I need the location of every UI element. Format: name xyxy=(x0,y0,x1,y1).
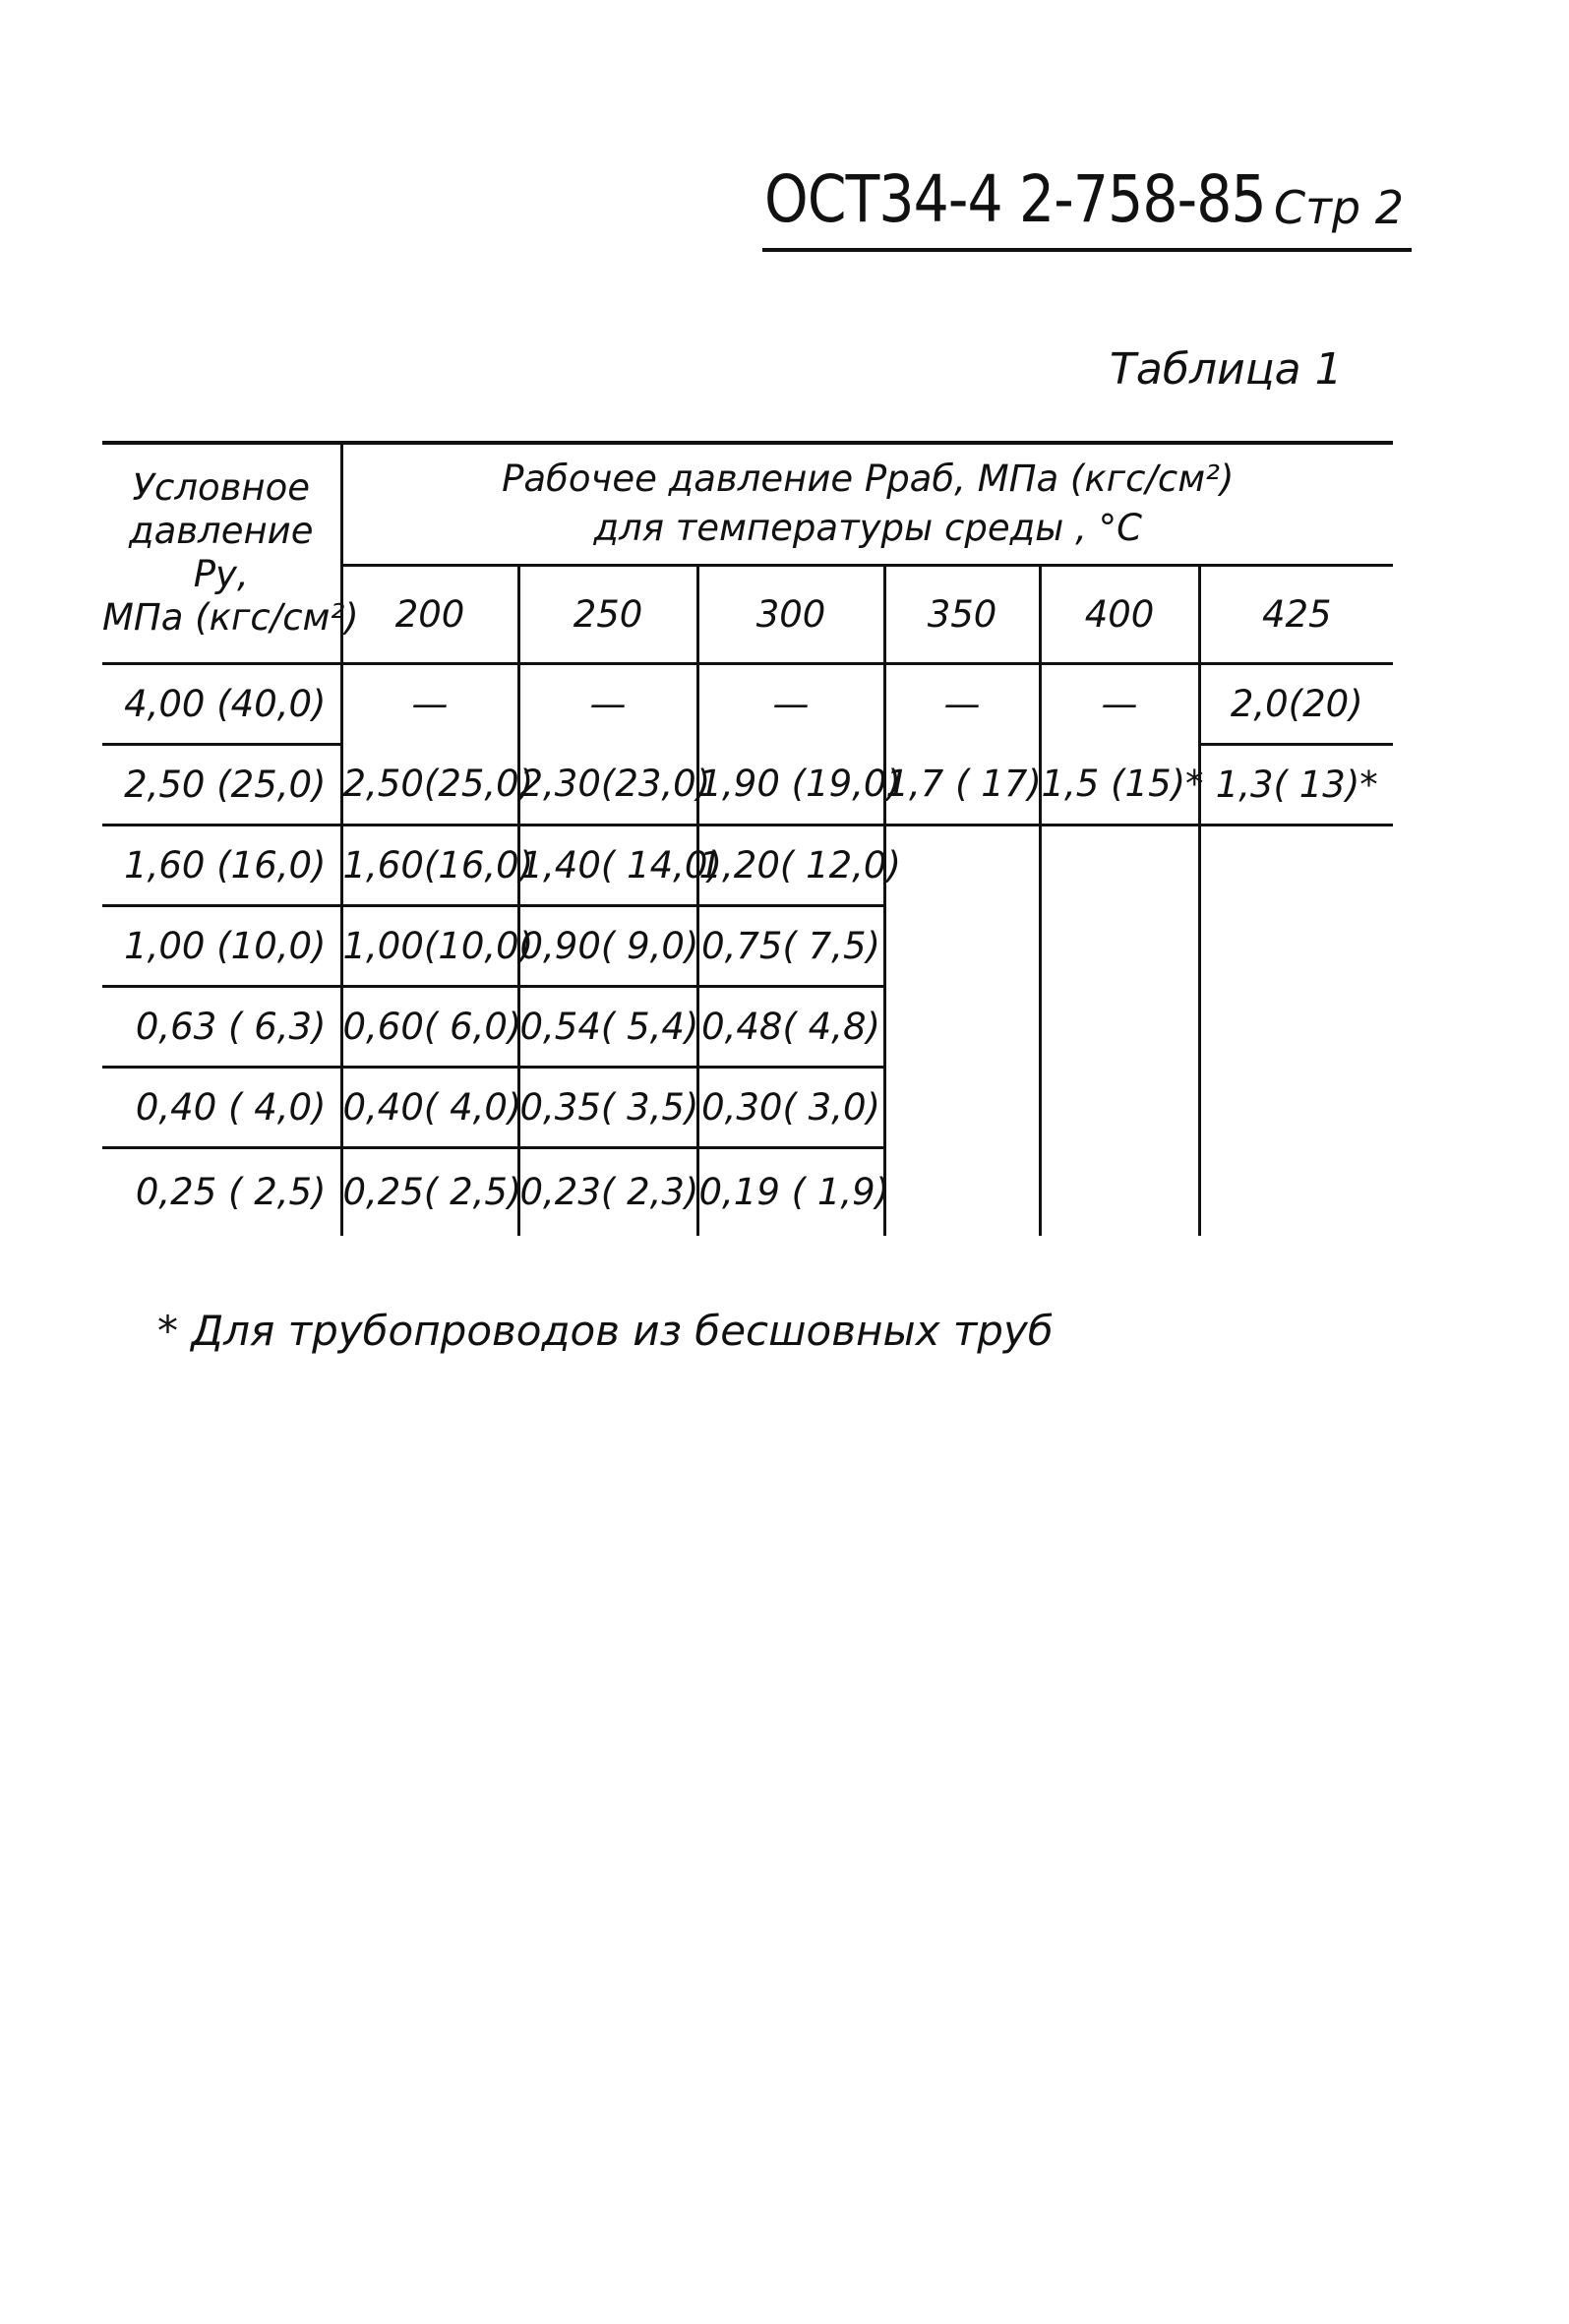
table-cell: 0,23( 2,3) xyxy=(518,1147,697,1236)
row-label: 0,40 ( 4,0) xyxy=(102,1067,341,1147)
table-title: Таблица 1 xyxy=(1110,344,1343,395)
temperature-header: 425 xyxy=(1199,565,1393,663)
table-row xyxy=(102,744,1393,825)
table-cell: 1,7 ( 17) xyxy=(884,744,1040,825)
row-label: 2,50 (25,0) xyxy=(102,744,341,825)
table-row xyxy=(102,825,1393,905)
pressure-table xyxy=(102,441,1393,1236)
table-cell xyxy=(884,905,1040,986)
conditional-pressure-header xyxy=(102,443,359,663)
temperature-header: 250 xyxy=(518,565,697,663)
header-text: Условное xyxy=(132,466,311,510)
table-cell: 0,54( 5,4) xyxy=(518,986,697,1067)
temperature-header: 350 xyxy=(884,565,1040,663)
table-row xyxy=(102,663,1393,744)
table-cell xyxy=(1199,1067,1393,1147)
row-label: 0,25 ( 2,5) xyxy=(135,1171,327,1214)
table-cell xyxy=(884,986,1040,1067)
table-cell: 0,19 ( 1,9) xyxy=(697,1147,884,1236)
table-cell xyxy=(1040,905,1199,986)
table-cell: 0,60( 6,0) xyxy=(341,986,518,1067)
table-cell: — xyxy=(884,663,1040,744)
table-cell xyxy=(1199,905,1393,986)
table-cell: 0,75( 7,5) xyxy=(697,905,884,986)
table-cell xyxy=(1040,1147,1199,1236)
document-code: ОСТ34-4 2-758-85 xyxy=(764,161,1266,237)
table-cell: 0,40( 4,0) xyxy=(341,1067,518,1147)
document-header xyxy=(762,157,1412,252)
table-cell: 2,30(23,0) xyxy=(518,744,697,825)
table-cell: 0,90( 9,0) xyxy=(518,905,697,986)
table-cell xyxy=(1199,986,1393,1067)
header-text: Рабочее давление Рраб, МПа (кгс/см²) xyxy=(502,458,1235,501)
row-label: 4,00 (40,0) xyxy=(102,663,341,744)
table-cell: 1,60(16,0) xyxy=(341,825,518,905)
table-cell: 1,00(10,0) xyxy=(341,905,518,986)
footnote: * Для трубопроводов из бесшовных труб xyxy=(157,1307,1054,1355)
header-text: давление xyxy=(129,510,314,553)
table-cell: 2,0(20) xyxy=(1199,663,1393,744)
table-cell xyxy=(1040,1067,1199,1147)
table-cell: 0,30( 3,0) xyxy=(697,1067,884,1147)
table-row xyxy=(102,1067,1393,1147)
working-pressure-header xyxy=(341,443,1393,565)
row-label: 1,60 (16,0) xyxy=(102,825,341,905)
header-text: МПа (кгс/см²) xyxy=(102,596,359,640)
temperature-header: 200 xyxy=(341,565,518,663)
table-cell: 2,50(25,0) xyxy=(341,744,518,825)
table-row xyxy=(102,1147,1393,1236)
table-cell xyxy=(884,1067,1040,1147)
table-cell: 1,3( 13)* xyxy=(1199,744,1393,825)
header-text: Ру, xyxy=(193,553,249,596)
table-cell: — xyxy=(341,663,518,744)
page-number: Стр 2 xyxy=(1274,181,1405,234)
row-label: 1,00 (10,0) xyxy=(102,905,341,986)
table-row xyxy=(102,905,1393,986)
table-cell: 1,20( 12,0) xyxy=(697,825,884,905)
table-cell: — xyxy=(697,663,884,744)
table-cell: 1,40( 14,0) xyxy=(518,825,697,905)
temperature-header: 300 xyxy=(697,565,884,663)
table-cell: 0,25( 2,5) xyxy=(341,1147,518,1236)
table-cell xyxy=(1199,1147,1393,1236)
table-cell: — xyxy=(1040,663,1199,744)
temperature-header: 400 xyxy=(1040,565,1199,663)
table-cell: 0,48( 4,8) xyxy=(697,986,884,1067)
table-row xyxy=(102,986,1393,1067)
table-cell xyxy=(1040,825,1199,905)
table-cell: — xyxy=(518,663,697,744)
row-label: 0,63 ( 6,3) xyxy=(102,986,341,1067)
table-cell: 1,5 (15)* xyxy=(1040,744,1199,825)
table-cell xyxy=(884,825,1040,905)
table-cell xyxy=(884,1147,1040,1236)
header-row-1 xyxy=(102,443,1393,565)
table-cell xyxy=(1199,825,1393,905)
table-cell: 1,90 (19,0) xyxy=(697,744,884,825)
header-text: для температуры среды , °С xyxy=(593,507,1142,550)
table-cell: 0,35( 3,5) xyxy=(518,1067,697,1147)
table-cell xyxy=(1040,986,1199,1067)
